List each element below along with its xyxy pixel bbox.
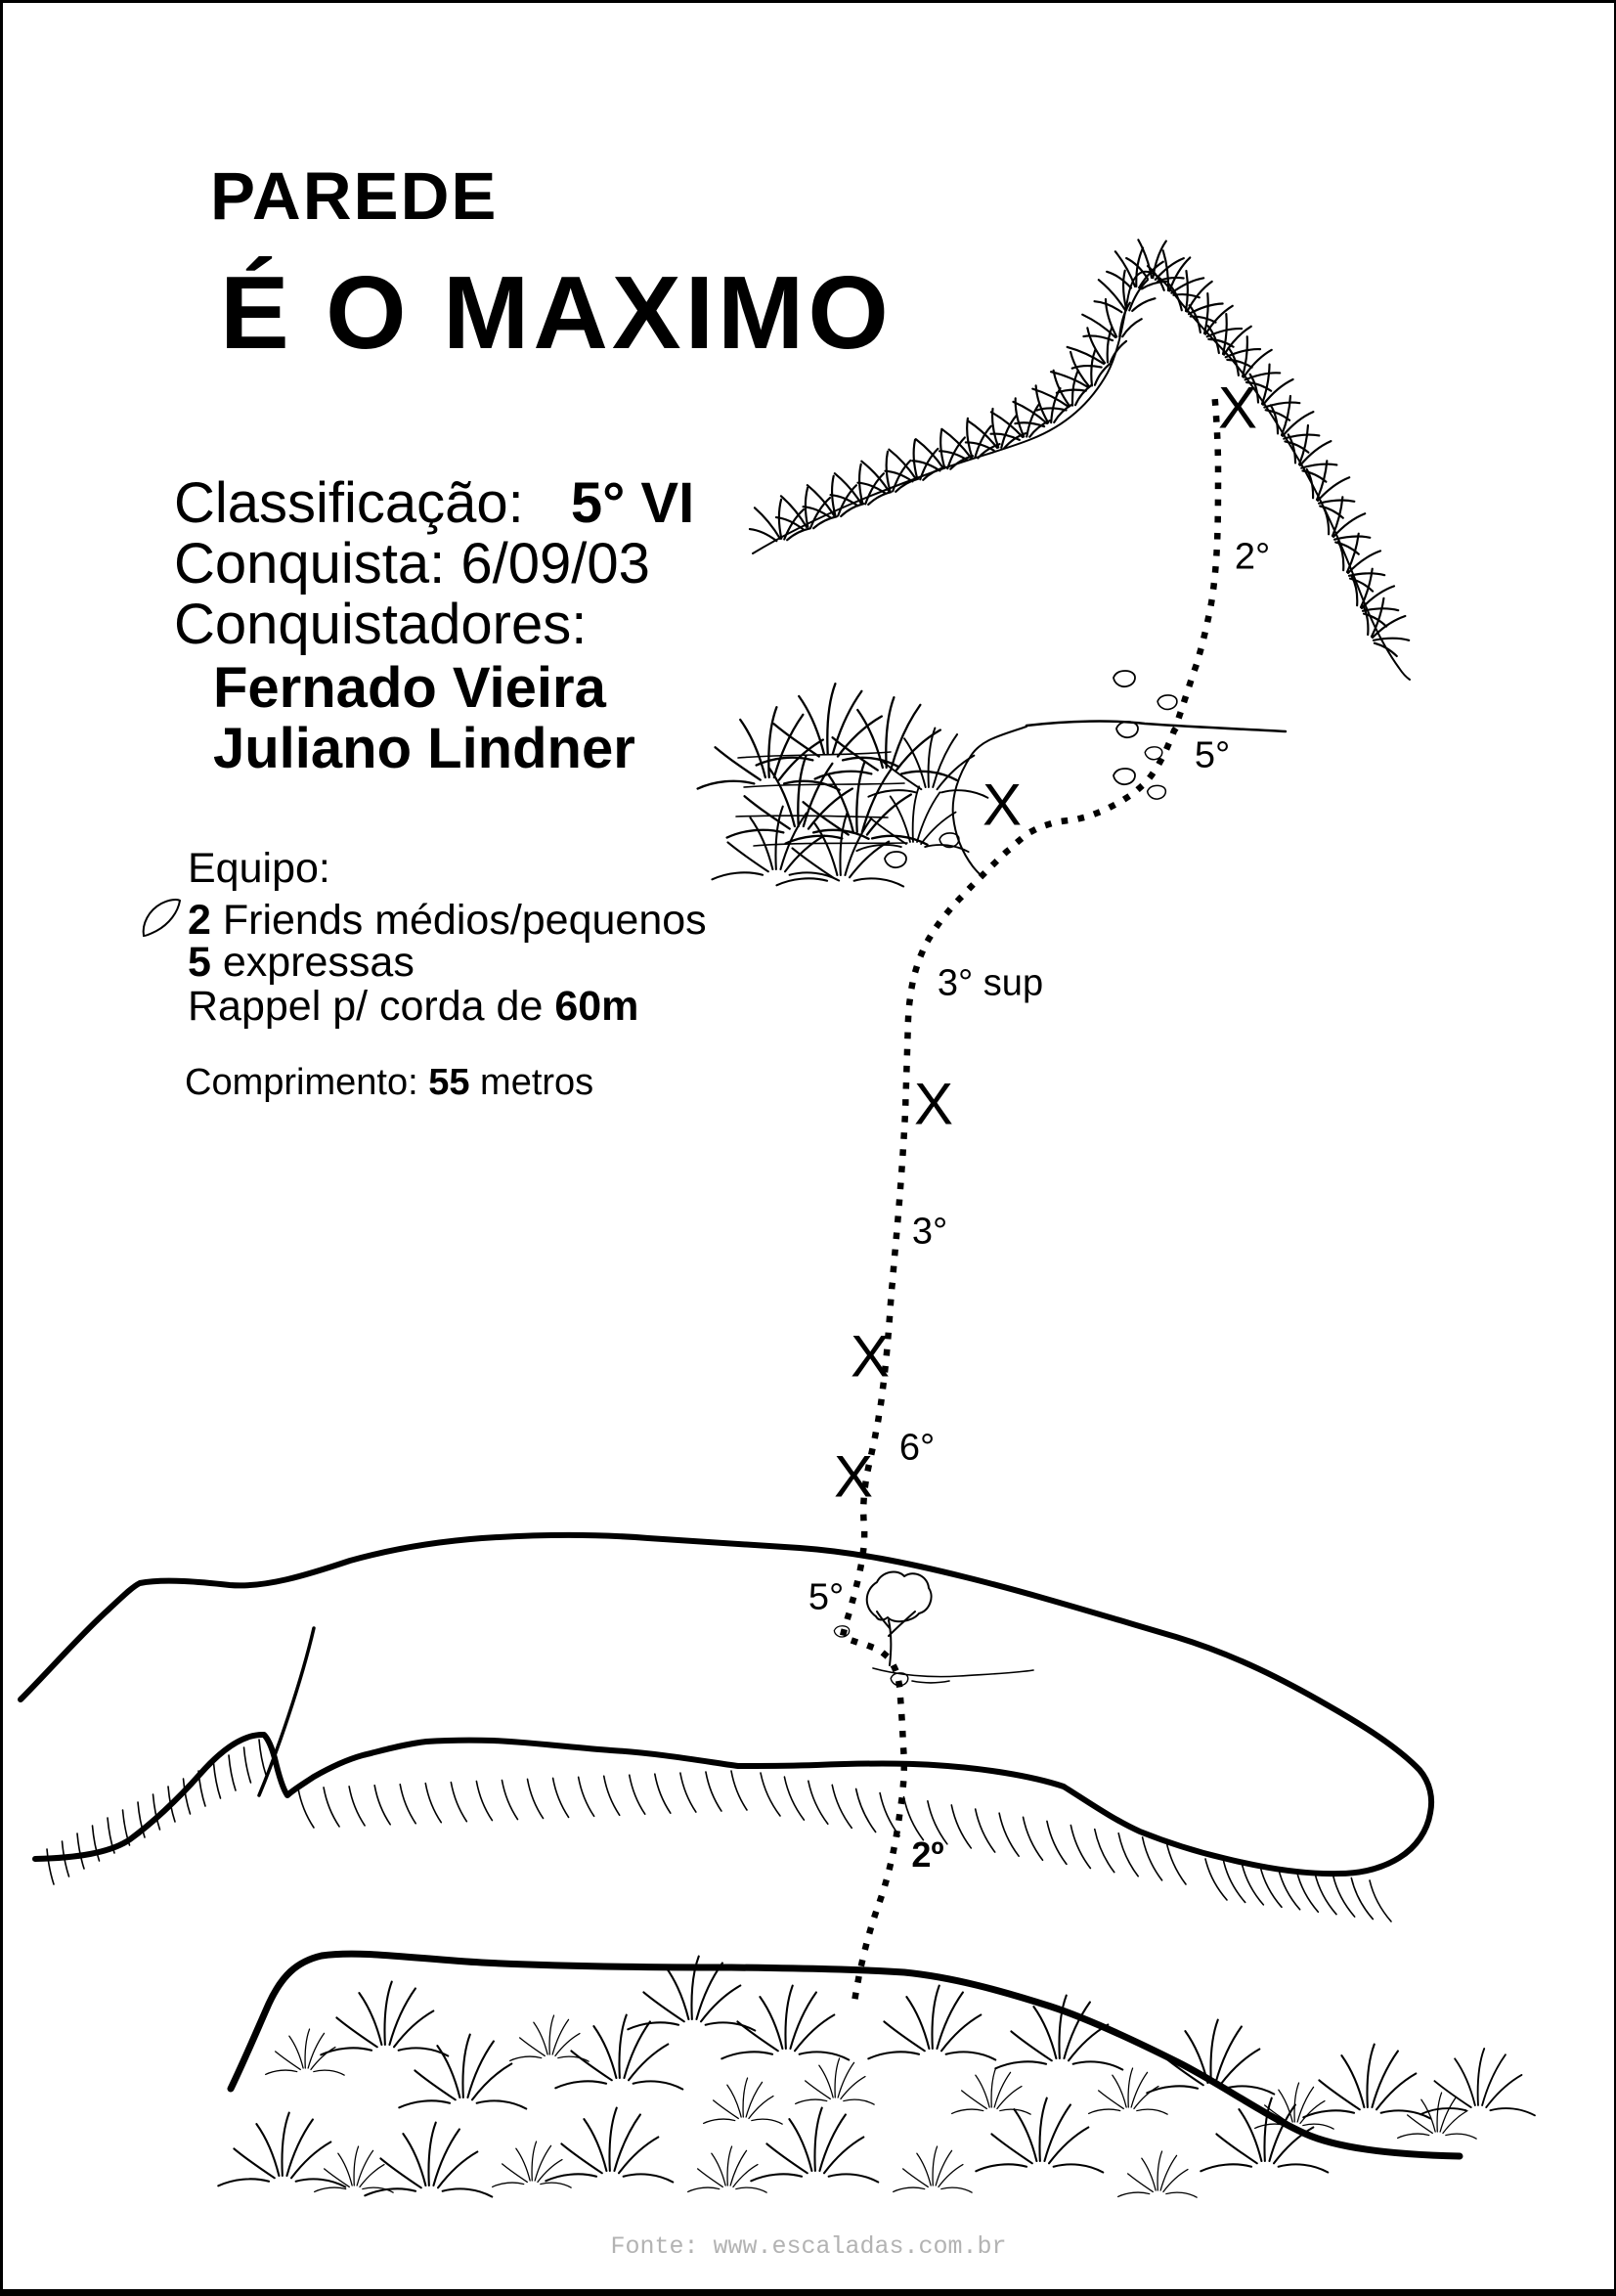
equipment-item-text: Friends médios/pequenos <box>210 897 707 944</box>
conquest-date: Conquista: 6/09/03 <box>174 532 650 596</box>
leaf-icon <box>138 895 189 946</box>
route-dotted-line <box>843 390 1218 1996</box>
classification-value: 5° VI <box>570 471 695 535</box>
conquistadores-label: Conquistadores: <box>174 593 588 656</box>
classification-label: Classificação: <box>174 471 524 535</box>
hatching <box>47 1740 1391 1921</box>
equipment-item <box>188 983 639 1030</box>
route-grade-label: 6° <box>898 1427 936 1469</box>
route-grade-label: 5° <box>808 1576 845 1618</box>
route-grade-label: 2º <box>911 1834 944 1875</box>
field-grass <box>218 1957 1535 2198</box>
anchor-x-mark: X <box>1217 375 1258 441</box>
equipment-item-qty: 5 <box>188 939 211 986</box>
equipment-item-text: expressas <box>210 939 415 986</box>
equipment-heading: Equipo: <box>188 845 330 892</box>
grass-clump <box>698 684 988 886</box>
footer-source: Fonte: www.escaladas.com.br <box>610 2232 1007 2261</box>
equipment-item-qty: 2 <box>188 897 211 944</box>
route-length-unit: metros <box>469 1062 594 1103</box>
rock-dome <box>21 1535 1431 1874</box>
equipment-item <box>188 897 707 944</box>
anchor-x-mark: X <box>982 772 1023 838</box>
conquistador-2: Juliano Lindner <box>213 717 635 780</box>
conquistador-1: Fernado Vieira <box>213 656 606 720</box>
anchor-x-mark: X <box>913 1071 954 1137</box>
route-grade-label: 5° <box>1194 734 1231 776</box>
wall-title: PAREDE <box>210 158 499 234</box>
classification-line <box>174 473 694 534</box>
route-title: É O MAXIMO <box>220 255 893 371</box>
anchor-x-mark: X <box>833 1443 874 1510</box>
ground-line <box>231 1954 1460 2156</box>
equipment-item-bold: 60m <box>554 983 639 1030</box>
route-length-label: Comprimento: <box>185 1062 429 1103</box>
route-grade-label: 3° sup <box>937 962 1044 1004</box>
route-grade-label: 2° <box>1234 536 1271 578</box>
route-length-value: 55 <box>428 1062 470 1103</box>
equipment-item <box>188 939 415 986</box>
equipment-item-text: Rappel p/ corda de <box>188 983 555 1030</box>
anchor-x-mark: X <box>850 1323 891 1390</box>
route-grade-label: 3° <box>911 1211 948 1253</box>
route-length <box>185 1064 593 1101</box>
